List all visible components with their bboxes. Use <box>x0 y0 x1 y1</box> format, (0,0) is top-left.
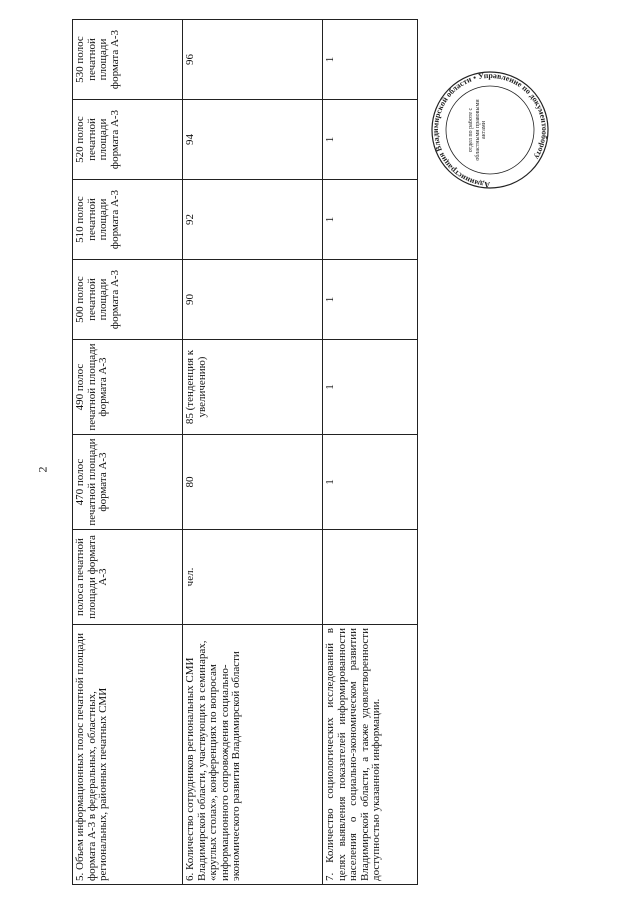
value-cell: 1 <box>323 180 418 260</box>
indicator-cell: 7. Количество социологических исследований в целях выявления показателей информированности населения о социально-экономическом развитии Владимирской области, а также удовлетворенности доступностью указанной информации. <box>323 625 418 885</box>
indicator-table-container <box>72 20 417 885</box>
value-cell: 530 полос печатной площади формата А-3 <box>73 20 183 100</box>
value-cell: 1 <box>323 435 418 530</box>
table-row <box>183 20 323 885</box>
value-cell: 470 полос печатной площади формата А-3 <box>73 435 183 530</box>
value-cell: 92 <box>183 180 323 260</box>
value-cell: 520 полос печатной площади формата А-3 <box>73 100 183 180</box>
value-cell: 96 <box>183 20 323 100</box>
unit-cell: чел. <box>183 530 323 625</box>
value-cell: 80 <box>183 435 323 530</box>
stamp-outer-text: Администрация Владимирской области • Управление по документообороту <box>430 70 550 190</box>
value-cell: 94 <box>183 100 323 180</box>
unit-cell: полоса печатной площади формата А-3 <box>73 530 183 625</box>
value-cell: 1 <box>323 20 418 100</box>
value-cell: 1 <box>323 340 418 435</box>
unit-cell <box>323 530 418 625</box>
value-cell: 500 полос печатной площади формата А-3 <box>73 260 183 340</box>
value-cell: 1 <box>323 260 418 340</box>
value-cell: 85 (тенденция к увеличению) <box>183 340 323 435</box>
value-cell: 1 <box>323 100 418 180</box>
table-row <box>323 20 418 885</box>
indicator-cell: 6. Количество сотрудников региональных СМИ Владимирской области, участвующих в семинарах, «круглых столах», конференциях по вопросам информационного сопровождения социально-экономического развития Владимирской области <box>183 625 323 885</box>
indicator-table <box>72 19 418 885</box>
value-cell: 490 полос печатной площади формата А-3 <box>73 340 183 435</box>
official-stamp <box>430 70 550 190</box>
indicator-cell: 5. Объем информационных полос печатной площади формата А-3 в федеральных, областных, региональных, районных печатных СМИ <box>73 625 183 885</box>
value-cell: 90 <box>183 260 323 340</box>
table-row <box>73 20 183 885</box>
stamp-inner-text: отдел по работе с областными правовыми актами <box>468 99 488 161</box>
value-cell: 510 полос печатной площади формата А-3 <box>73 180 183 260</box>
page-number: 2 <box>35 466 50 473</box>
